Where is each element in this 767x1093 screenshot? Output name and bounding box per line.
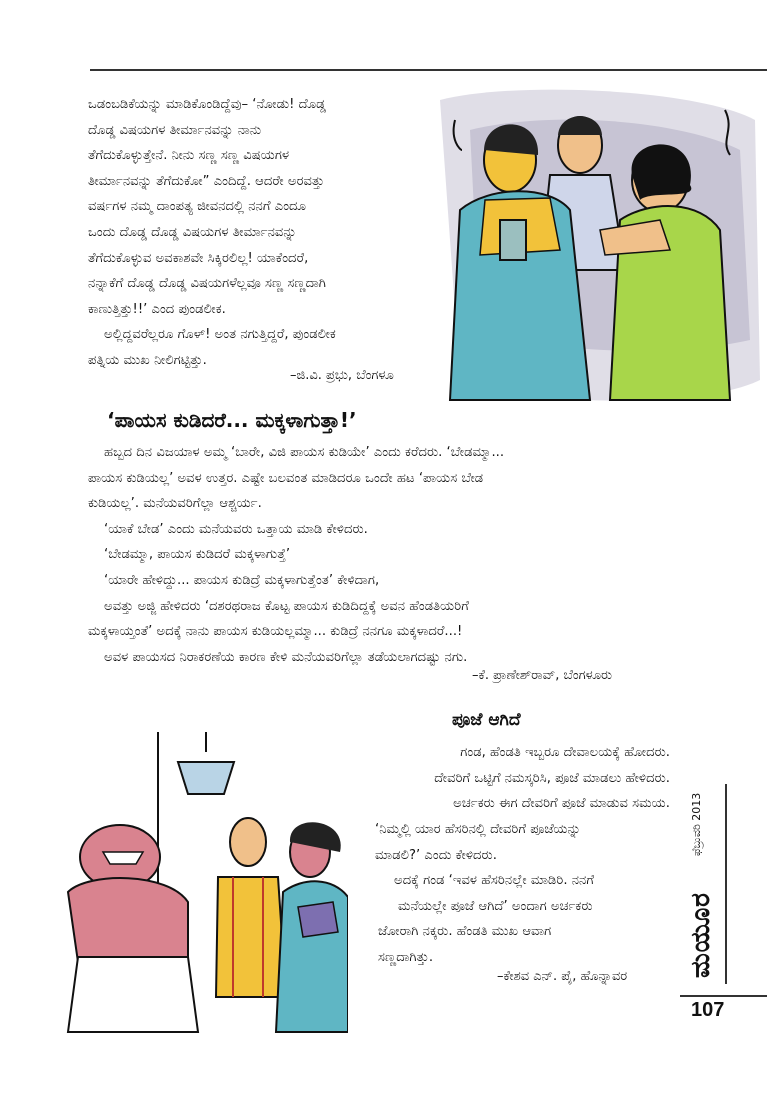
article3-line: ಮನೆಯಲ್ಲೇ ಪೂಜೆ ಆಗಿದೆ’ ಅಂದಾಗ ಅರ್ಚಕರು: [398, 898, 593, 914]
article3-title: ಪೂಜೆ ಆಗಿದೆ: [452, 710, 521, 730]
article3-line: ಅದಕ್ಕೆ ಗಂಡ ‘ಇವಳ ಹೆಸರಿನಲ್ಲೇ ಮಾಡಿರಿ. ನನಗೆ: [394, 873, 595, 888]
page-number: 107: [691, 999, 725, 1021]
article3-line: ಜೋರಾಗಿ ನಕ್ಕರು. ಹೆಂಡತಿ ಮುಖ ಆವಾಗ: [378, 924, 552, 940]
article1-line: ಪತ್ನಿಯ ಮುಖ ನೀಲಿಗಟ್ಟಿತ್ತು.: [88, 352, 207, 368]
temple-illustration: [48, 732, 348, 1042]
article2-body: [88, 440, 504, 670]
top-rule: [90, 69, 767, 71]
family-illustration: [400, 80, 767, 410]
article1-line: ತೆಗೆದುಕೊಳ್ಳುವ ಅವಕಾಶವೇ ಸಿಕ್ಕಿರಲಿಲ್ಲ! ಯಾಕೆಂದರೆ,: [88, 250, 309, 266]
article1-line: ತೀರ್ಮಾನವನ್ನು ತೆಗೆದುಕೋ” ಎಂದಿದ್ದೆ. ಆದರೇ ಅರವತ್ತು: [88, 173, 325, 189]
article1-line: ತೆಗೆದುಕೊಳ್ಳುತ್ತೇನೆ. ನೀನು ಸಣ್ಣ ಸಣ್ಣ ವಿಷಯಗಳ: [88, 148, 290, 164]
article1-signature: –ಜಿ.ವಿ. ಪ್ರಭು, ಬೆಂಗಳೂ: [290, 368, 394, 383]
magazine-name: ಮಯೂರ: [686, 892, 716, 978]
article2-line: ಅವತ್ತು ಅಜ್ಜಿ ಹೇಳಿದರು ‘ದಶರಥರಾಜ ಕೊಟ್ಟ ಪಾಯಸ ಕುಡಿದಿದ್ದಕ್ಕೆ ಅವನ ಹೆಂಡತಿಯರಿಗೆ: [104, 598, 469, 614]
article2-line: ‘ಯಾರೇ ಹೇಳಿದ್ದು... ಪಾಯಸ ಕುಡಿದ್ರೆ ಮಕ್ಕಳಾಗುತ್ತೆಂತ’ ಕೇಳಿದಾಗ,: [104, 572, 380, 588]
issue-date: ಫೆಬ್ರುವರಿ 2013: [690, 792, 703, 856]
article2-line: ‘ಯಾಕೆ ಬೇಡ’ ಎಂದು ಮನೆಯವರು ಒತ್ತಾಯ ಮಾಡಿ ಕೇಳಿದರು.: [104, 521, 368, 537]
article1-line: ಅಲ್ಲಿದ್ದವರೆಲ್ಲರೂ ಗೊಳ್! ಅಂತ ನಗುತ್ತಿದ್ದರೆ, ಪುಂಡಲೀಕ: [104, 327, 336, 343]
article1-body: [88, 92, 336, 374]
article3-body-end: [378, 868, 594, 970]
article2-line: ‘ಬೇಡಮ್ಮಾ, ಪಾಯಸ ಕುಡಿದರೆ ಮಕ್ಕಳಾಗುತ್ತೆ’: [104, 547, 291, 563]
page-rule: [680, 995, 767, 997]
article3-line: ಮಾಡಲಿ?’ ಎಂದು ಕೇಳಿದರು.: [375, 847, 497, 863]
article3-line: ಅರ್ಚಕರು ಈಗ ದೇವರಿಗೆ ಪೂಜೆ ಮಾಡುವ ಸಮಯ.: [453, 796, 670, 812]
article1-line: ದೊಡ್ಡ ವಿಷಯಗಳ ತೀರ್ಮಾನವನ್ನು ನಾನು: [88, 122, 262, 138]
article3-line: ದೇವರಿಗೆ ಒಟ್ಟಿಗೆ ನಮಸ್ಕರಿಸಿ, ಪೂಜೆ ಮಾಡಲು ಹೇಳಿದರು.: [434, 770, 670, 786]
margin-rule: [725, 784, 727, 984]
article1-line: ಒಂದು ದೊಡ್ಡ ದೊಡ್ಡ ವಿಷಯಗಳ ತೀರ್ಮಾನವನ್ನು: [88, 224, 297, 240]
article2-line: ಮಕ್ಕಳಾಯ್ತಂತೆ’ ಅದಕ್ಕೆ ನಾನು ಪಾಯಸ ಕುಡಿಯಲ್ಲಮ್ಮಾ... ಕುಡಿದ್ರೆ ನನಗೂ ಮಕ್ಕಳಾದರೆ...!: [88, 624, 463, 640]
article3-body: [340, 740, 670, 817]
article1-line: ವರ್ಷಗಳ ನಮ್ಮ ದಾಂಪತ್ಯ ಜೀವನದಲ್ಲಿ ನನಗೆ ಎಂದೂ: [88, 199, 306, 215]
article3-body-cont: [375, 817, 581, 868]
article1-line: ನನ್ನಾಕೆಗೆ ದೊಡ್ಡ ದೊಡ್ಡ ವಿಷಯಗಳೆಲ್ಲವೂ ಸಣ್ಣ ಸಣ್ಣದಾಗಿ: [88, 276, 327, 292]
article3-line: ಸಣ್ಣದಾಗಿತ್ತು.: [378, 949, 434, 965]
article2-title: ‘ಪಾಯಸ ಕುಡಿದರೆ... ಮಕ್ಕಳಾಗುತ್ತಾ!’: [107, 408, 357, 432]
article2-signature: –ಕೆ. ಪ್ರಾಣೇಶ್‌ರಾವ್, ಬೆಂಗಳೂರು: [472, 668, 613, 683]
article2-line: ಕುಡಿಯಲ್ಲ’. ಮನೆಯವರಿಗೆಲ್ಲಾ ಆಶ್ಚರ್ಯ.: [88, 496, 262, 512]
article2-line: ಅವಳ ಪಾಯಸದ ನಿರಾಕರಣೆಯ ಕಾರಣ ಕೇಳಿ ಮನೆಯವರಿಗೆಲ್ಲಾ ತಡೆಯಲಾಗದಷ್ಟು ನಗು.: [104, 649, 468, 665]
article2-line: ಹಬ್ಬದ ದಿನ ವಿಜಯಾಳ ಅಮ್ಮ ‘ಬಾರೇ, ವಿಜಿ ಪಾಯಸ ಕುಡಿಯೇ’ ಎಂದು ಕರೆದರು. ‘ಬೇಡಮ್ಮಾ...: [104, 445, 505, 460]
article2-line: ಪಾಯಸ ಕುಡಿಯಲ್ಲ’ ಅವಳ ಉತ್ತರ. ಎಷ್ಟೇ ಬಲವಂತ ಮಾಡಿದರೂ ಒಂದೇ ಹಟ ‘ಪಾಯಸ ಬೇಡ: [88, 470, 484, 486]
article3-signature: –ಕೇಶವ ಎನ್. ಪೈ, ಹೊನ್ನಾವರ: [497, 969, 628, 984]
article3-line: ‘ನಿಮ್ಮಲ್ಲಿ ಯಾರ ಹೆಸರಿನಲ್ಲಿ ದೇವರಿಗೆ ಪೂಜೆಯನ್ನು: [375, 822, 581, 837]
article1-line: ಒಡಂಬಡಿಕೆಯನ್ನು ಮಾಡಿಕೊಂಡಿದ್ದೆವು– ‘ನೋಡು! ದೊಡ್ಡ: [88, 97, 326, 112]
article1-line: ಕಾಣುತ್ತಿತ್ತು!!’ ಎಂದ ಪುಂಡಲೀಕ.: [88, 301, 226, 317]
article3-line: ಗಂಡ, ಹೆಂಡತಿ ಇಬ್ಬರೂ ದೇವಾಲಯಕ್ಕೆ ಹೋದರು.: [460, 745, 670, 760]
